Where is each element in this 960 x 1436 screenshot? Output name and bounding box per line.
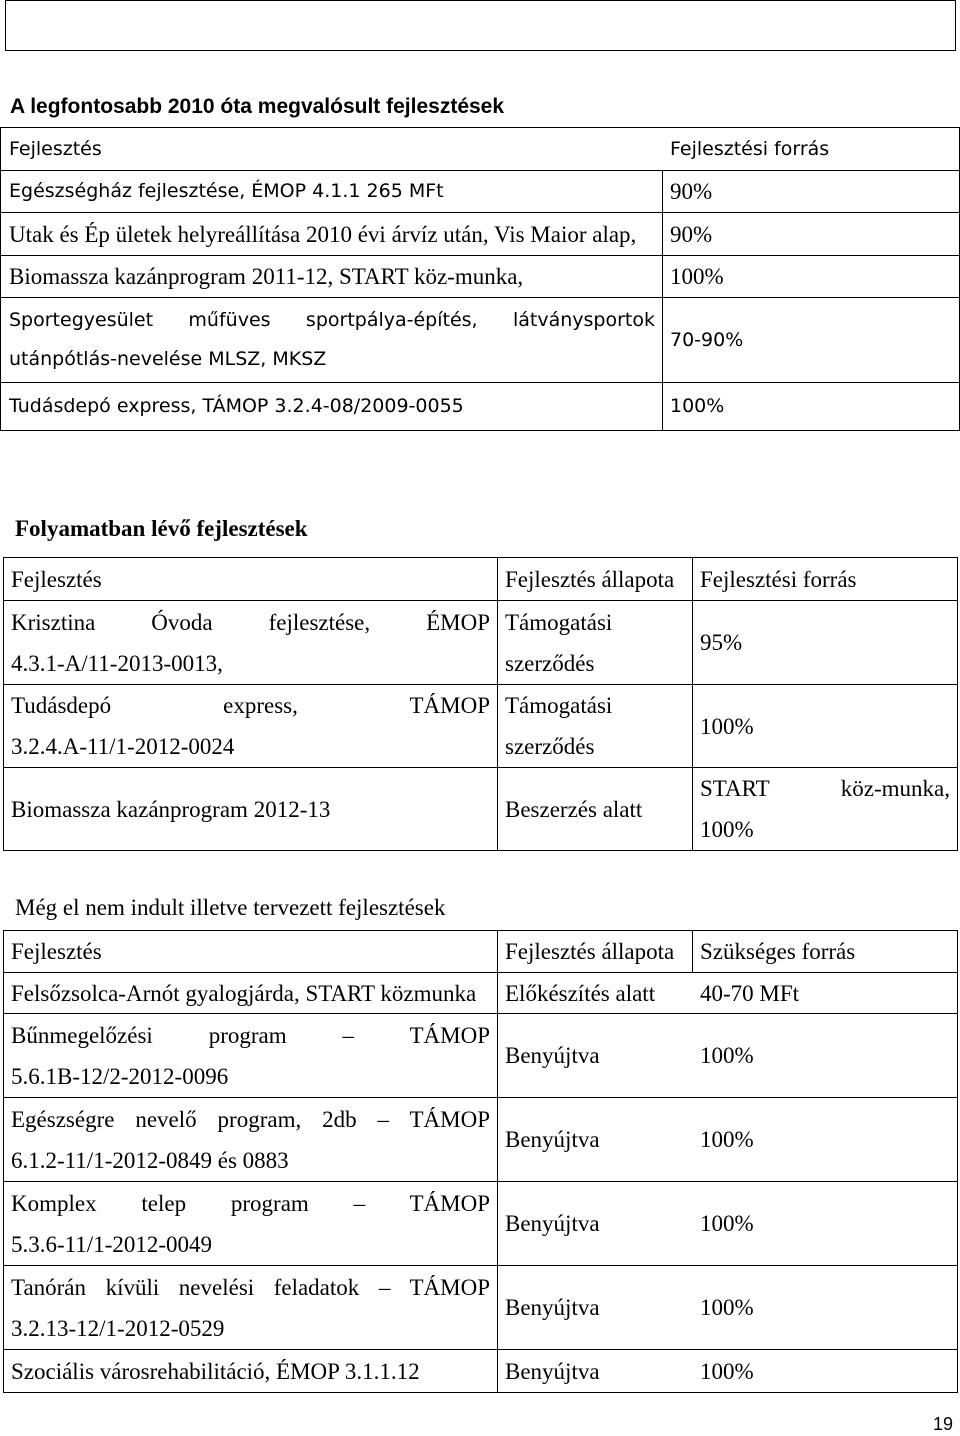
header-cell-development — [4, 558, 498, 601]
cell-development — [1, 256, 663, 298]
cell-text: 95% — [700, 630, 743, 655]
header-label: Szükséges forrás — [700, 939, 856, 964]
header-label: Fejlesztési forrás — [670, 137, 830, 160]
cell-text: Biomassza kazánprogram 2012-13 — [11, 796, 331, 822]
header-label: Fejlesztés állapota — [505, 566, 675, 592]
header-cell-funding — [663, 128, 960, 171]
cell-development — [4, 601, 498, 685]
cell-text-line: Egészségre nevelő program, 2db – TÁMOP — [11, 1106, 490, 1132]
cell-text: Szociális városrehabilitáció, ÉMOP 3.1.1.12 — [11, 1358, 420, 1384]
cell-development — [4, 1098, 498, 1182]
cell-text: 100% — [700, 1358, 754, 1384]
cell-text-line: Támogatási — [505, 609, 613, 635]
cell-development — [4, 973, 498, 1014]
header-box — [5, 0, 956, 51]
cell-development — [4, 685, 498, 768]
cell-status — [498, 1014, 693, 1098]
cell-text: Egészségház fejlesztése, ÉMOP 4.1.1 265 MFt — [9, 180, 444, 202]
header-label: Fejlesztés — [9, 137, 102, 160]
header-label: Fejlesztés — [11, 566, 102, 592]
cell-text: Benyújtva — [505, 1295, 600, 1320]
cell-status — [498, 685, 693, 768]
cell-text: 40-70 MFt — [700, 980, 800, 1006]
cell-funding — [693, 1098, 958, 1182]
cell-text: Utak és Ép ületek helyreállítása 2010 évi árvíz után, Vis Maior alap, — [9, 221, 637, 247]
cell-text: 100% — [700, 1043, 754, 1068]
cell-funding — [663, 298, 960, 383]
planned-developments-table — [3, 930, 958, 1393]
cell-funding — [663, 256, 960, 298]
cell-text: Felsőzsolca-Arnót gyalogjárda, START közmunka — [11, 980, 477, 1006]
cell-funding — [693, 1182, 958, 1266]
ongoing-developments-table — [3, 557, 958, 851]
cell-text-line: 3.2.4.A-11/1-2012-0024 — [11, 734, 235, 759]
header-label: Fejlesztés — [11, 939, 102, 964]
cell-text: 100% — [700, 1211, 754, 1236]
cell-text-line: 3.2.13-12/1-2012-0529 — [11, 1315, 225, 1341]
cell-text: 100% — [700, 1295, 754, 1320]
header-cell-funding — [693, 931, 958, 973]
header-cell-status — [498, 558, 693, 601]
cell-funding — [693, 601, 958, 685]
cell-development — [1, 383, 663, 431]
cell-text-line: 5.6.1B-12/2-2012-0096 — [11, 1063, 229, 1089]
cell-text: 100% — [670, 264, 724, 289]
cell-development — [1, 213, 663, 256]
cell-development — [4, 1266, 498, 1350]
completed-developments-table — [0, 127, 960, 431]
cell-funding — [693, 1014, 958, 1098]
cell-funding — [663, 383, 960, 431]
cell-text-line: START köz-munka, — [700, 776, 950, 801]
cell-funding — [693, 768, 958, 851]
cell-development — [4, 1350, 498, 1393]
cell-funding — [663, 213, 960, 256]
cell-development — [4, 1014, 498, 1098]
header-cell-development — [1, 128, 663, 171]
page-number: 19 — [933, 1414, 954, 1434]
cell-text: Tudásdepó express, TÁMOP 3.2.4-08/2009-0055 — [9, 395, 464, 417]
cell-text-line: Bűnmegelőzési program – TÁMOP — [11, 1022, 490, 1048]
cell-text-line: 4.3.1-A/11-2013-0013, — [11, 650, 223, 676]
cell-text: Benyújtva — [505, 1043, 600, 1068]
cell-funding — [693, 973, 958, 1014]
header-cell-development — [4, 931, 498, 973]
header-cell-funding — [693, 558, 958, 601]
cell-development — [4, 1182, 498, 1266]
cell-status — [498, 1098, 693, 1182]
cell-status — [498, 973, 693, 1014]
cell-text: 100% — [700, 1127, 754, 1152]
cell-status — [498, 1350, 693, 1393]
cell-text: 100% — [700, 713, 754, 739]
cell-text: Beszerzés alatt — [505, 796, 643, 822]
cell-text-line: 5.3.6-11/1-2012-0049 — [11, 1231, 213, 1257]
cell-funding — [693, 1266, 958, 1350]
cell-text-line: Komplex telep program – TÁMOP — [11, 1190, 490, 1216]
cell-funding — [663, 171, 960, 213]
cell-text-line: utánpótlás-nevelése MLSZ, MKSZ — [9, 348, 327, 370]
cell-status — [498, 1182, 693, 1266]
cell-text-line: Támogatási — [505, 693, 613, 718]
cell-text: Benyújtva — [505, 1358, 600, 1384]
header-cell-status — [498, 931, 693, 973]
cell-text-line: szerződés — [505, 650, 595, 676]
cell-text-line: szerződés — [505, 734, 595, 759]
cell-status — [498, 1266, 693, 1350]
cell-development — [4, 768, 498, 851]
section-title-ongoing: Folyamatban lévő fejlesztések — [15, 516, 308, 541]
cell-funding — [693, 1350, 958, 1393]
cell-text: Előkészítés alatt — [505, 980, 656, 1006]
cell-text: 90% — [670, 221, 713, 247]
header-label: Fejlesztési forrás — [700, 566, 857, 592]
cell-text: 90% — [670, 179, 713, 204]
cell-status — [498, 768, 693, 851]
section-title-completed: A legfontosabb 2010 óta megvalósult fejlesztések — [10, 95, 505, 118]
cell-status — [498, 601, 693, 685]
cell-text-line: Tanórán kívüli nevelési feladatok – TÁMOP — [11, 1274, 490, 1300]
cell-text: Benyújtva — [505, 1211, 600, 1236]
cell-text: Benyújtva — [505, 1127, 600, 1152]
cell-text: 70-90% — [670, 328, 744, 351]
cell-development — [1, 171, 663, 213]
cell-text-line: Krisztina Óvoda fejlesztése, ÉMOP — [11, 609, 490, 635]
header-label: Fejlesztés állapota — [505, 939, 675, 964]
cell-text: Biomassza kazánprogram 2011-12, START köz-munka, — [9, 264, 524, 289]
cell-text-line: Sportegyesület műfüves sportpálya-építés, látványsportok — [9, 309, 655, 331]
cell-text: 100% — [670, 395, 725, 417]
cell-text-line: 100% — [700, 817, 754, 842]
section-title-planned: Még el nem indult illetve tervezett fejlesztések — [15, 895, 446, 920]
cell-text-line: Tudásdepó express, TÁMOP — [11, 693, 490, 718]
cell-text-line: 6.1.2-11/1-2012-0849 és 0883 — [11, 1147, 289, 1173]
cell-funding — [693, 685, 958, 768]
cell-development — [1, 298, 663, 383]
